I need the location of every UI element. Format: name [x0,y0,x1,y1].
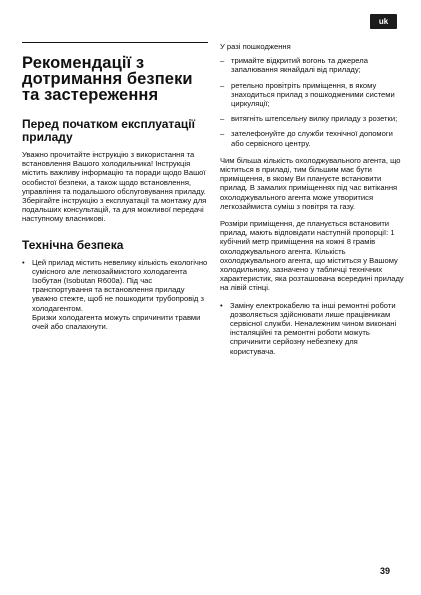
list-item: – тримайте відкритий вогонь та джерела запалювання якнайдалі від приладу; [220,56,404,74]
right-column [220,42,404,356]
list-item: – зателефонуйте до служби технічної допомоги або сервісного центру. [220,129,404,147]
list-item: • Заміну електрокабелю та інші ремонтні роботи дозволяється здійснювати лише працівникам сервісної служби. Неналежним чином виконані інсталяційні та ремонтні роботи можуть спричинити серйозну небезпеку для користувача. [220,301,404,356]
room-ratio-paragraph: Розміри приміщення, де планується встановити прилад, мають відповідати наступній пропорції: 1 кубічний метр приміщення на кожні 8 грамів охолоджувального агента. Кількість охолоджувального агента, що міститься у Вашому холодильнику, зазначено у табличці технічних характеристик, яка розташована всередині приладу на лівій стінці. [220,219,404,293]
left-column [22,42,208,331]
list-item: – витягніть штепсельну вилку приладу з розетки; [220,114,404,123]
section-heading-technical-safety: Технічна безпека [22,237,124,252]
list-item [22,258,208,332]
service-list [220,301,404,356]
section-heading-before-use: Перед початком експлуатації приладу [22,117,196,144]
bullet-text: Цей прилад містить невелику кількість екологічно сумісного але легкозаймистого холодагента Ізобутан (Isobutan R600a). Під час транспортування та встановлення приладу уважно стежте, щоб не пошкодити трубопровід з холодагентом. [32,257,208,313]
technical-safety-list [22,258,208,332]
bullet-text-extra: Бризки холодагента можуть спричинити травми очей або спалахнути. [32,312,201,332]
language-badge: uk [370,14,397,29]
damage-steps-list [220,56,404,148]
keep-instructions-paragraph: Зберігайте інструкцію з експлуатації та монтажу для подальших консультацій, та для можливої передачі наступному власникові. [22,196,207,224]
list-item: – ретельно провітріть приміщення, в якому знаходиться прилад з пошкодженими системи циркуляції; [220,81,404,109]
title-divider [22,42,208,43]
page-title: Рекомендації з дотримання безпеки та застереження [22,54,193,104]
intro-paragraph: Уважно прочитайте інструкцію з використання та встановлення Вашого холодильника! Інструкція містить важливу інформацію та поради щодо Вашої особистої безпеки, а також щодо встановлення, управління та подальшого обслуговування приладу. [22,150,206,196]
damage-intro: У разі пошкодження [220,42,291,51]
page-number: 39 [380,566,391,576]
room-size-paragraph: Чим більша кількість охолоджувального агента, що міститься в приладі, тим більшим має бути приміщення, в якому Ви плануєте встановити прилад. В замалих приміщеннях під час витікання охолоджувального агента може утворитися легкозаймиста суміш з повітря та газу. [220,155,401,211]
